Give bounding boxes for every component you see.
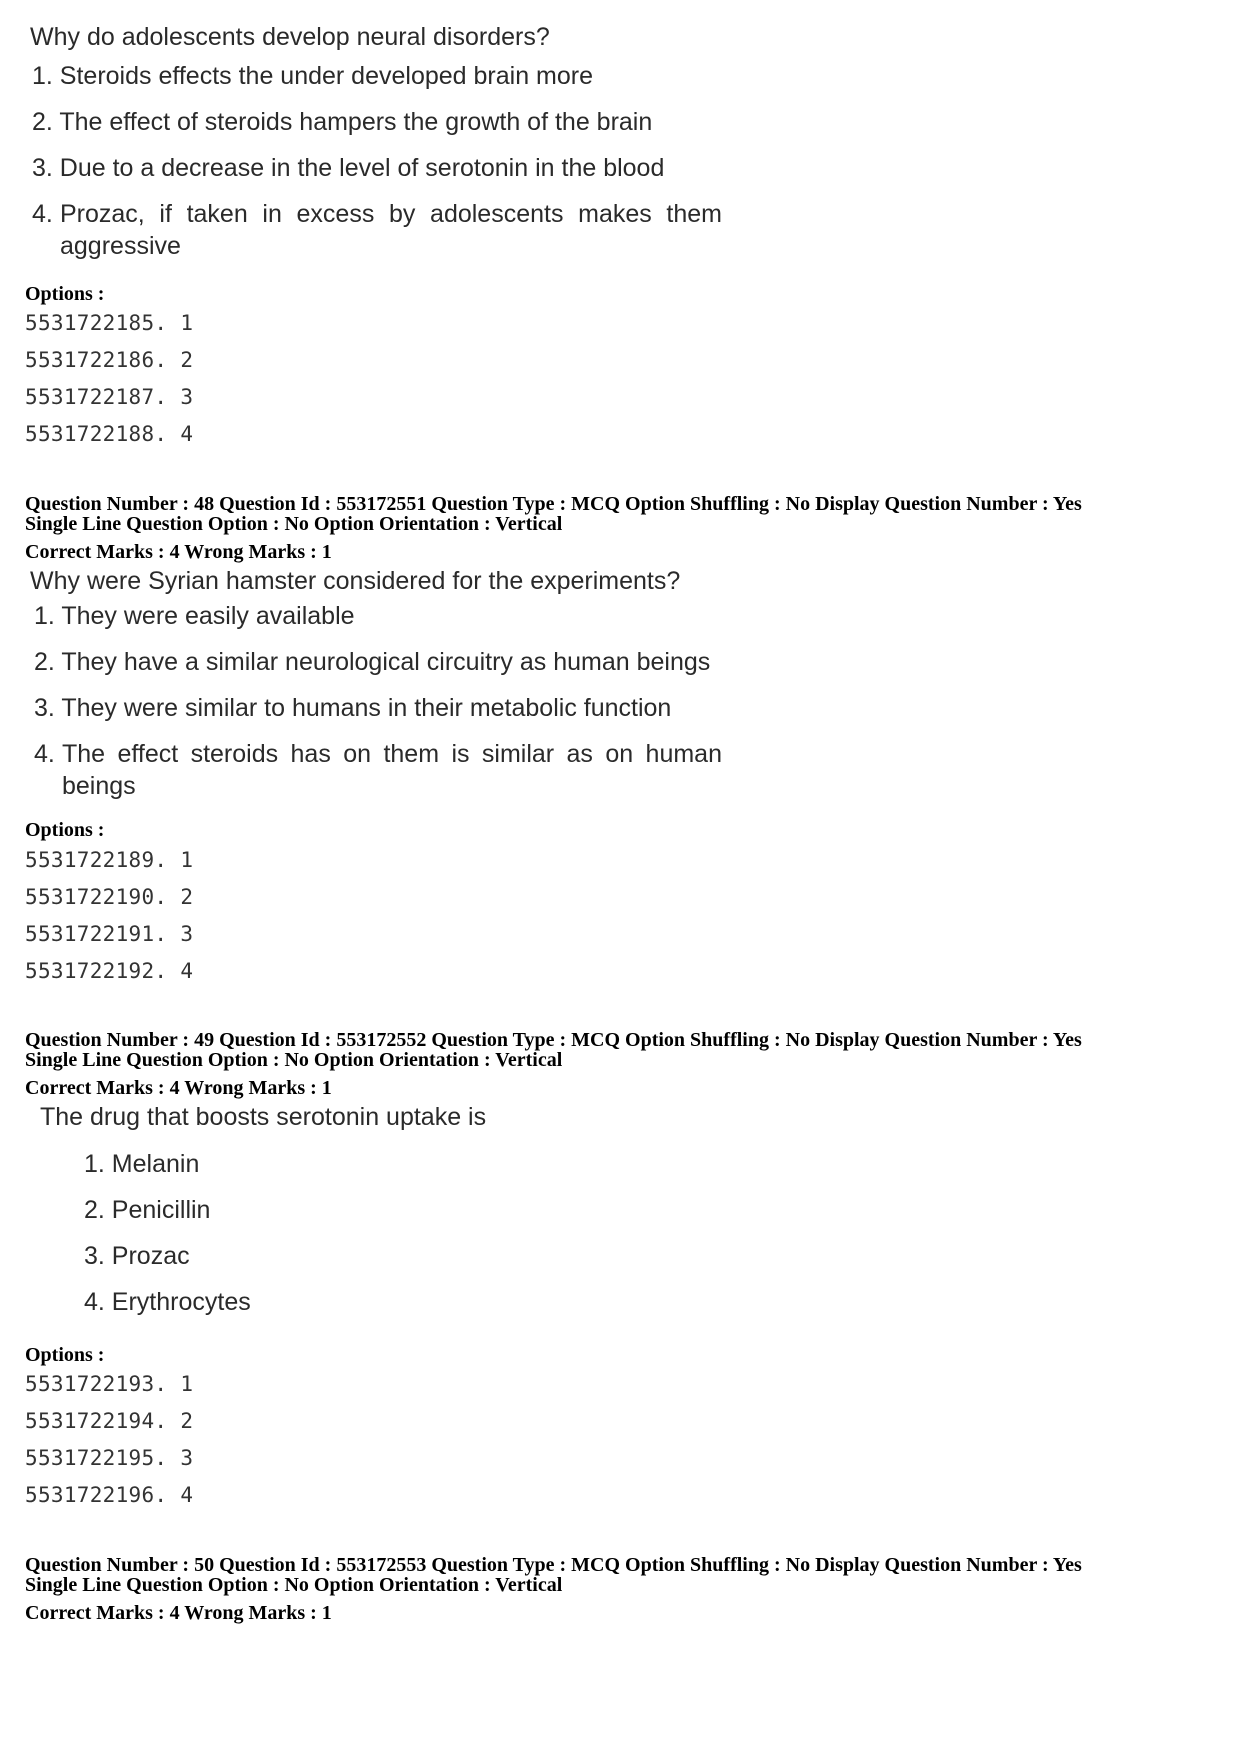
option-id: 5531722189. 1: [25, 848, 194, 872]
option-id: 5531722196. 4: [25, 1483, 194, 1507]
options-list: [25, 842, 193, 990]
choice-4: 4. The effect steroids has on them is similar as on human beings: [34, 740, 722, 800]
option-id: 5531722193. 1: [25, 1372, 194, 1396]
marks-line: Correct Marks : 4 Wrong Marks : 1: [25, 1602, 332, 1624]
marks-line: Correct Marks : 4 Wrong Marks : 1: [25, 1077, 332, 1099]
choice-2: 2. They have a similar neurological circuitry as human beings: [34, 648, 711, 676]
option-id: 5531722194. 2: [25, 1409, 194, 1433]
options-label: Options :: [25, 283, 105, 305]
option-id: 5531722190. 2: [25, 885, 194, 909]
choice-3: 3. They were similar to humans in their metabolic function: [34, 694, 672, 722]
choice-3: 3. Due to a decrease in the level of serotonin in the blood: [32, 154, 665, 182]
option-id: 5531722191. 3: [25, 922, 194, 946]
options-list: [25, 305, 193, 453]
options-list: [25, 1366, 193, 1514]
question-text: Why were Syrian hamster considered for the experiments?: [30, 567, 681, 595]
option-id: 5531722192. 4: [25, 959, 194, 983]
question-header: Question Number : 48 Question Id : 553172551 Question Type : MCQ Option Shuffling : No Display Question Number : Yes: [25, 493, 1082, 515]
choice-4: 4. Prozac, if taken in excess by adolescents makes them aggressive: [32, 200, 722, 260]
choice-1: 1. Steroids effects the under developed brain more: [32, 62, 593, 90]
choice-1: 1. They were easily available: [34, 602, 355, 630]
option-id: 5531722188. 4: [25, 422, 194, 446]
question-image-49: [40, 1102, 640, 1318]
question-header: Question Number : 50 Question Id : 553172553 Question Type : MCQ Option Shuffling : No Display Question Number : Yes: [25, 1554, 1082, 1576]
options-label: Options :: [25, 1344, 105, 1366]
question-header-line2: Single Line Question Option : No Option Orientation : Vertical: [25, 1574, 563, 1596]
question-header: Question Number : 49 Question Id : 553172552 Question Type : MCQ Option Shuffling : No Display Question Number : Yes: [25, 1029, 1082, 1051]
question-image-47: [30, 22, 730, 262]
choice-2: 2. Penicillin: [84, 1196, 211, 1224]
choice-3: 3. Prozac: [84, 1242, 190, 1270]
question-text: The drug that boosts serotonin uptake is: [40, 1103, 487, 1131]
choice-2: 2. The effect of steroids hampers the growth of the brain: [32, 108, 653, 136]
question-image-48: [30, 566, 730, 802]
option-id: 5531722195. 3: [25, 1446, 194, 1470]
marks-line: Correct Marks : 4 Wrong Marks : 1: [25, 541, 332, 563]
choice-1: 1. Melanin: [84, 1150, 200, 1178]
question-header-line2: Single Line Question Option : No Option Orientation : Vertical: [25, 1049, 563, 1071]
question-header-line2: Single Line Question Option : No Option Orientation : Vertical: [25, 513, 563, 535]
option-id: 5531722187. 3: [25, 385, 194, 409]
choice-4: 4. Erythrocytes: [84, 1288, 251, 1316]
option-id: 5531722186. 2: [25, 348, 194, 372]
question-text: Why do adolescents develop neural disorders?: [30, 23, 550, 51]
option-id: 5531722185. 1: [25, 311, 194, 335]
options-label: Options :: [25, 819, 105, 841]
